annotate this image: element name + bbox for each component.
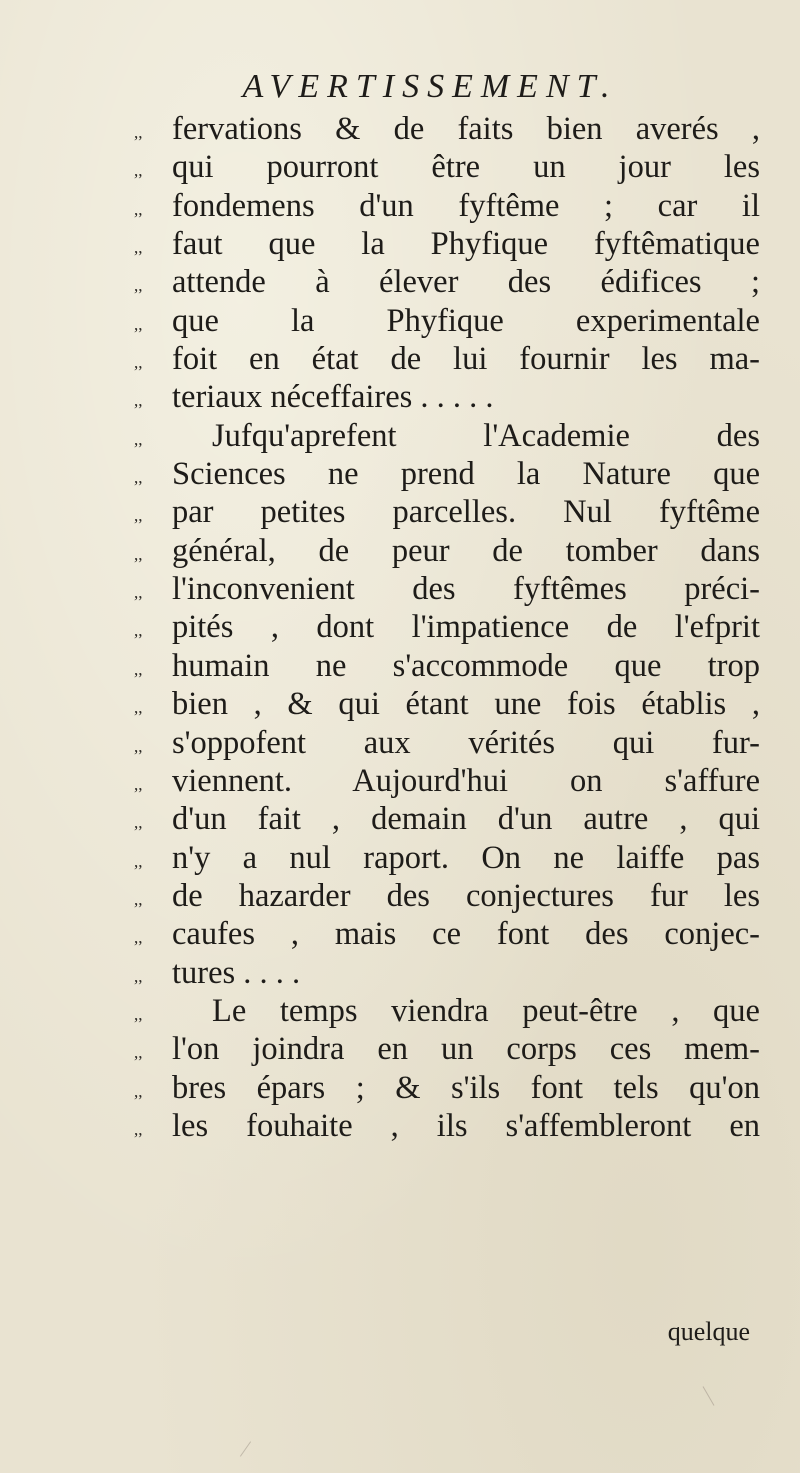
line-text: foit en état de lui fournir les ma-: [172, 341, 760, 378]
text-line: [0, 110, 800, 148]
line-text: bien , & qui étant une fois établis ,: [172, 686, 760, 723]
quotation-mark: ,,: [134, 698, 143, 718]
text-line: [0, 225, 800, 263]
line-text: les fouhaite , ils s'affembleront en: [172, 1107, 760, 1144]
quotation-mark: ,,: [134, 1043, 143, 1063]
body-text: [0, 110, 800, 1145]
quotation-mark: ,,: [134, 1004, 143, 1024]
quotation-mark: ,,: [134, 544, 143, 564]
quotation-mark: ,,: [134, 813, 143, 833]
text-line: [0, 954, 800, 992]
quotation-mark: ,,: [134, 506, 143, 526]
text-line: [0, 570, 800, 608]
line-text: qui pourront être un jour les: [172, 149, 760, 186]
text-line: [0, 187, 800, 225]
line-text: tures . . . .: [172, 954, 301, 991]
text-line: [0, 455, 800, 493]
line-text: caufes , mais ce font des conjec-: [172, 916, 760, 953]
line-text: Le temps viendra peut-être , que: [212, 992, 760, 1029]
quotation-mark: ,,: [134, 928, 143, 948]
quotation-mark: ,,: [134, 429, 143, 449]
quotation-mark: ,,: [134, 238, 143, 258]
line-text: pités , dont l'impatience de l'efprit: [172, 609, 760, 646]
text-line: [0, 915, 800, 953]
line-text: de hazarder des conjectures fur les: [172, 877, 760, 914]
quotation-mark: ,,: [134, 199, 143, 219]
text-line: [0, 148, 800, 186]
line-text: humain ne s'accommode que trop: [172, 647, 760, 684]
line-text: fervations & de faits bien averés ,: [172, 111, 760, 147]
text-line: [0, 992, 800, 1030]
quotation-mark: ,,: [134, 314, 143, 334]
text-line: [0, 608, 800, 646]
line-text: s'oppofent aux vérités qui fur-: [172, 724, 760, 761]
line-text: fondemens d'un fyftême ; car il: [172, 187, 760, 224]
line-text: faut que la Phyfique fyftêmatique: [172, 226, 760, 263]
text-line: [0, 762, 800, 800]
quotation-mark: ,,: [134, 391, 143, 411]
text-line: [0, 647, 800, 685]
line-text: n'y a nul raport. On ne laiffe pas: [172, 839, 760, 876]
text-line: [0, 877, 800, 915]
quotation-mark: ,,: [134, 1081, 143, 1101]
text-line: [0, 493, 800, 531]
line-text: que la Phyfique experimentale: [172, 302, 760, 339]
text-line: [0, 1107, 800, 1145]
line-text: viennent. Aujourd'hui on s'affure: [172, 762, 760, 799]
line-text: attende à élever des édifices ;: [172, 264, 760, 301]
quotation-mark: ,,: [134, 123, 143, 142]
quotation-mark: ,,: [134, 774, 143, 794]
text-line: [0, 800, 800, 838]
quotation-mark: ,,: [134, 851, 143, 871]
text-line: [0, 263, 800, 301]
text-line: [0, 1030, 800, 1068]
text-line: [0, 839, 800, 877]
quotation-mark: ,,: [134, 659, 143, 679]
line-text: Sciences ne prend la Nature que: [172, 456, 760, 493]
quotation-mark: ,,: [134, 966, 143, 986]
text-line: [0, 378, 800, 416]
line-text: général, de peur de tomber dans: [172, 532, 760, 569]
line-text: d'un fait , demain d'un autre , qui: [172, 801, 760, 838]
text-line: [0, 302, 800, 340]
quotation-mark: ,,: [134, 736, 143, 756]
quotation-mark: ,,: [134, 161, 143, 181]
text-line: [0, 532, 800, 570]
line-text: Jufqu'aprefent l'Academie des: [212, 417, 760, 454]
line-text: par petites parcelles. Nul fyftême: [172, 494, 760, 531]
line-text: teriaux néceffaires . . . . .: [172, 379, 494, 416]
running-head: AVERTISSEMENT.: [242, 68, 618, 105]
quotation-mark: ,,: [134, 889, 143, 909]
line-text: bres épars ; & s'ils font tels qu'on: [172, 1069, 760, 1106]
line-text: l'on joindra en un corps ces mem-: [172, 1031, 760, 1068]
quotation-mark: ,,: [134, 353, 143, 373]
pencil-stroke: [240, 1441, 251, 1456]
catchword: quelque: [667, 1317, 750, 1346]
quotation-mark: ,,: [134, 583, 143, 603]
quotation-mark: ,,: [134, 468, 143, 488]
quotation-mark: ,,: [134, 276, 143, 296]
text-line: [0, 417, 800, 455]
line-text: l'inconvenient des fyftêmes préci-: [172, 571, 760, 608]
pencil-stroke: [703, 1386, 715, 1406]
text-line: [0, 724, 800, 762]
text-line: [0, 685, 800, 723]
quotation-mark: ,,: [134, 621, 143, 641]
text-line: [0, 340, 800, 378]
text-line: [0, 1069, 800, 1107]
quotation-mark: ,,: [134, 1119, 143, 1139]
